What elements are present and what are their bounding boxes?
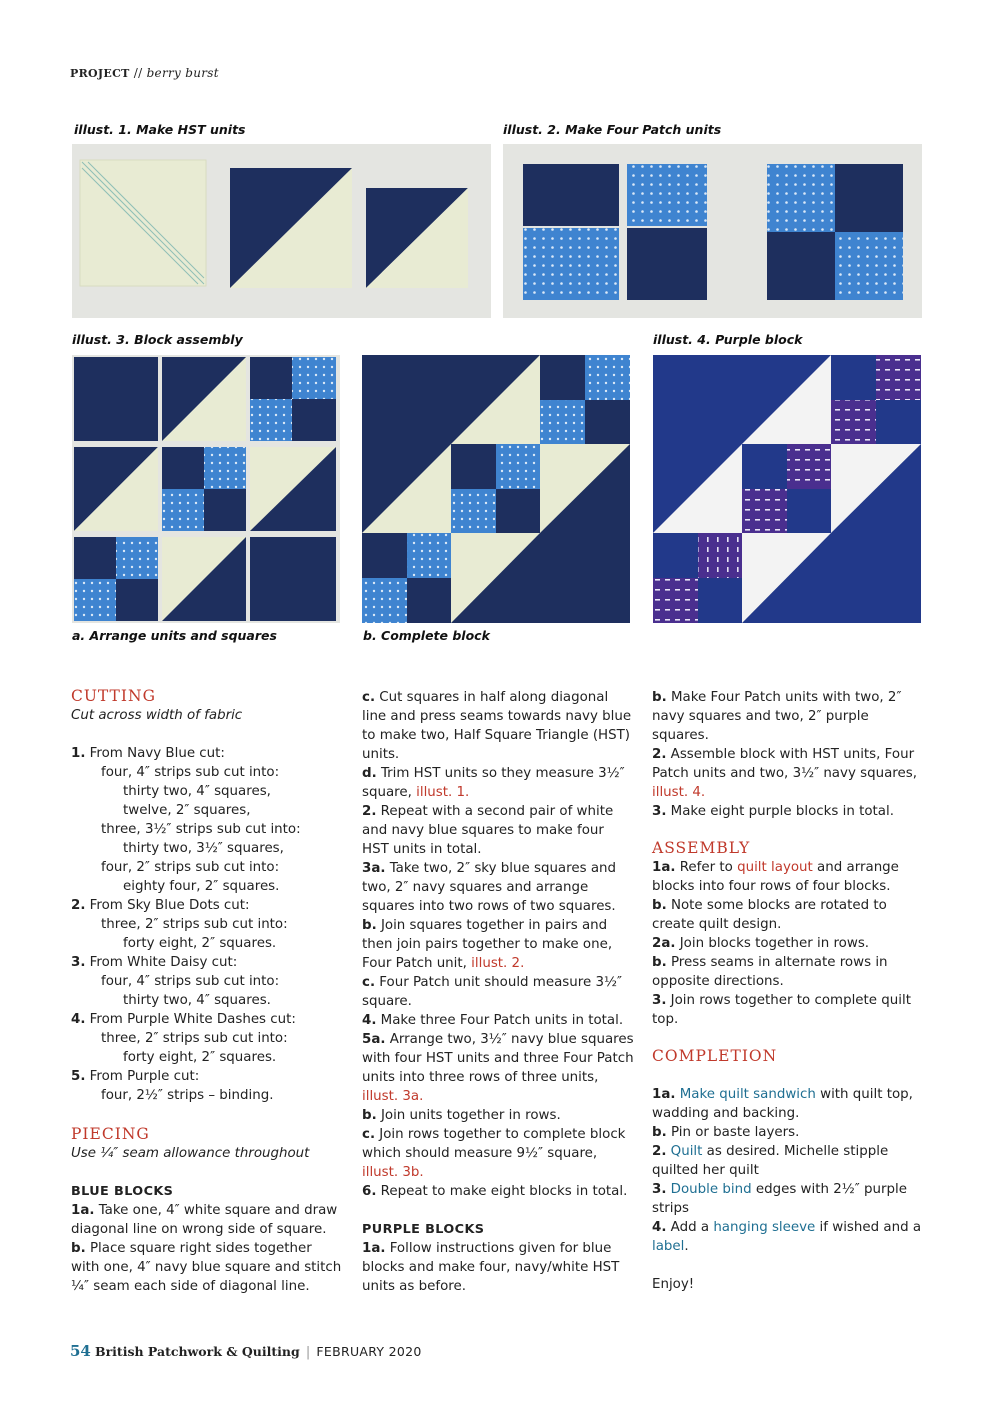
piecing-step-5c: c. Join rows together to complete block which should measure 9½″ square, illust. 3b.	[362, 1127, 626, 1180]
assembly-heading: ASSEMBLY	[652, 839, 751, 857]
running-head	[70, 66, 219, 80]
link-illust-3a[interactable]: illust. 3a.	[362, 1089, 424, 1104]
assembly-step-3: 3. Join rows together to complete quilt top.	[652, 993, 911, 1027]
cutting-step-3: 3. From White Daisy cut:	[71, 955, 238, 970]
cutting-step-5: 5. From Purple cut:	[71, 1069, 200, 1084]
blue-blocks-heading: BLUE BLOCKS	[71, 1184, 174, 1199]
piecing-step-6: 6. Repeat to make eight blocks in total.	[362, 1184, 628, 1199]
cutting-step-2: 2. From Sky Blue Dots cut:	[71, 898, 250, 913]
assembly-step-1a: 1a. Refer to quilt layout and arrange blocks into four rows of four blocks.	[652, 860, 899, 894]
column-2	[362, 688, 634, 1296]
section-label: PROJECT	[70, 67, 130, 80]
cutting-line: four, 2½″ strips – binding.	[101, 1088, 274, 1103]
illust-2-photo	[503, 144, 922, 318]
illust-4-photo	[653, 355, 921, 623]
piecing-step-2: 2. Repeat with a second pair of white and navy blue squares to make four HST units in total.	[362, 804, 614, 857]
completion-step-1a: 1a. Make quilt sandwich with quilt top, wadding and backing.	[652, 1087, 913, 1121]
caption-illust-3b: b. Complete block	[363, 628, 490, 643]
purple-step-1a: 1a. Follow instructions given for blue blocks and make four, navy/white HST units as before.	[362, 1241, 620, 1294]
project-title: berry burst	[146, 66, 219, 80]
page-footer	[70, 1342, 422, 1360]
link-label[interactable]: label	[652, 1239, 685, 1254]
link-illust-4[interactable]: illust. 4.	[652, 785, 706, 800]
cutting-line: eighty four, 2″ squares.	[123, 879, 280, 894]
completion-step-3: 3. Double bind edges with 2½″ purple strips	[652, 1182, 907, 1216]
completion-step-2: 2. Quilt as desired. Michelle stipple quilted her quilt	[652, 1144, 889, 1178]
completion-heading: COMPLETION	[652, 1047, 778, 1065]
footer-separator: |	[305, 1345, 311, 1360]
purple-blocks-heading: PURPLE BLOCKS	[362, 1222, 485, 1237]
cutting-line: forty eight, 2″ squares.	[123, 936, 277, 951]
piecing-step-5b: b. Join units together in rows.	[362, 1108, 561, 1123]
assembly-step-1b: b. Note some blocks are rotated to create quilt design.	[652, 898, 887, 932]
piecing-step-5a: 5a. Arrange two, 3½″ navy blue squares with four HST units and three Four Patch units into three rows of three units, illust. 3a.	[362, 1032, 634, 1104]
link-double-bind[interactable]: Double bind	[670, 1182, 752, 1197]
cutting-line: three, 2″ strips sub cut into:	[101, 917, 288, 932]
cutting-step-4: 4. From Purple White Dashes cut:	[71, 1012, 296, 1027]
cutting-heading: CUTTING	[71, 687, 156, 705]
piecing-step-3a: 3a. Take two, 2″ sky blue squares and two, 2″ navy squares and arrange squares into two rows of two squares.	[362, 861, 617, 914]
link-illust-2[interactable]: illust. 2.	[471, 956, 525, 971]
cutting-line: four, 4″ strips sub cut into:	[101, 974, 280, 989]
piecing-step-3b: b. Join squares together in pairs and then join pairs together to make one, Four Patch unit, illust. 2.	[362, 918, 613, 971]
illust-1-photo	[72, 144, 491, 318]
piecing-step-3c: c. Four Patch unit should measure 3½″ square.	[362, 975, 622, 1009]
piecing-heading: PIECING	[71, 1125, 150, 1143]
caption-illust-1: illust. 1. Make HST units	[74, 122, 246, 137]
caption-illust-2: illust. 2. Make Four Patch units	[503, 122, 722, 137]
caption-illust-3a: a. Arrange units and squares	[72, 628, 277, 643]
link-make-quilt-sandwich[interactable]: Make quilt sandwich	[679, 1087, 816, 1102]
assembly-step-2b: b. Press seams in alternate rows in opposite directions.	[652, 955, 888, 989]
cutting-line: thirty two, 3½″ squares,	[123, 841, 284, 856]
assembly-step-2a: 2a. Join blocks together in rows.	[652, 936, 870, 951]
link-illust-3b[interactable]: illust. 3b.	[362, 1165, 424, 1180]
magazine-name: British Patchwork & Quilting	[95, 1344, 300, 1359]
section-separator: //	[133, 66, 143, 80]
completion-step-1b: b. Pin or baste layers.	[652, 1125, 800, 1140]
caption-illust-4: illust. 4. Purple block	[653, 332, 803, 347]
purple-step-2: 2. Assemble block with HST units, Four Patch units and two, 3½″ navy squares, illust. 4.	[652, 747, 917, 800]
column-3	[652, 688, 924, 1294]
enjoy-text: Enjoy!	[652, 1277, 695, 1292]
illust-3b-photo	[362, 355, 630, 623]
cutting-line: thirty two, 4″ squares,	[123, 784, 271, 799]
issue-date: FEBRUARY 2020	[316, 1344, 422, 1359]
cutting-line: thirty two, 4″ squares.	[123, 993, 271, 1008]
cutting-line: twelve, 2″ squares,	[123, 803, 251, 818]
cutting-line: four, 4″ strips sub cut into:	[101, 765, 280, 780]
cutting-line: four, 2″ strips sub cut into:	[101, 860, 280, 875]
cutting-line: three, 2″ strips sub cut into:	[101, 1031, 288, 1046]
piecing-step-1c: c. Cut squares in half along diagonal line and press seams towards navy blue to make two, Half Square Triangle (HST) units.	[362, 690, 632, 762]
piecing-step-1a: 1a. Take one, 4″ white square and draw diagonal line on wrong side of square.	[71, 1203, 338, 1237]
link-quilt[interactable]: Quilt	[670, 1144, 703, 1159]
piecing-step-1d: d. Trim HST units so they measure 3½″ square, illust. 1.	[362, 766, 625, 800]
cutting-line: three, 3½″ strips sub cut into:	[101, 822, 301, 837]
purple-step-1b: b. Make Four Patch units with two, 2″ navy squares and two, 2″ purple squares.	[652, 690, 902, 743]
completion-step-4: 4. Add a hanging sleeve if wished and a label.	[652, 1220, 922, 1254]
illust-3a-photo	[72, 355, 340, 623]
piecing-subtitle: Use ¼″ seam allowance throughout	[71, 1146, 310, 1161]
link-quilt-layout[interactable]: quilt layout	[737, 860, 813, 875]
column-1	[71, 686, 343, 1296]
purple-step-3: 3. Make eight purple blocks in total.	[652, 804, 894, 819]
cutting-step-1: 1. From Navy Blue cut:	[71, 746, 225, 761]
piecing-step-4: 4. Make three Four Patch units in total.	[362, 1013, 624, 1028]
piecing-step-1b: b. Place square right sides together with one, 4″ navy blue square and stitch ¼″ seam each side of diagonal line.	[71, 1241, 342, 1294]
link-hanging-sleeve[interactable]: hanging sleeve	[713, 1220, 816, 1235]
cutting-subtitle: Cut across width of fabric	[71, 708, 243, 723]
page-number: 54	[70, 1342, 91, 1360]
cutting-line: forty eight, 2″ squares.	[123, 1050, 277, 1065]
caption-illust-3: illust. 3. Block assembly	[72, 332, 243, 347]
link-illust-1[interactable]: illust. 1.	[416, 785, 470, 800]
